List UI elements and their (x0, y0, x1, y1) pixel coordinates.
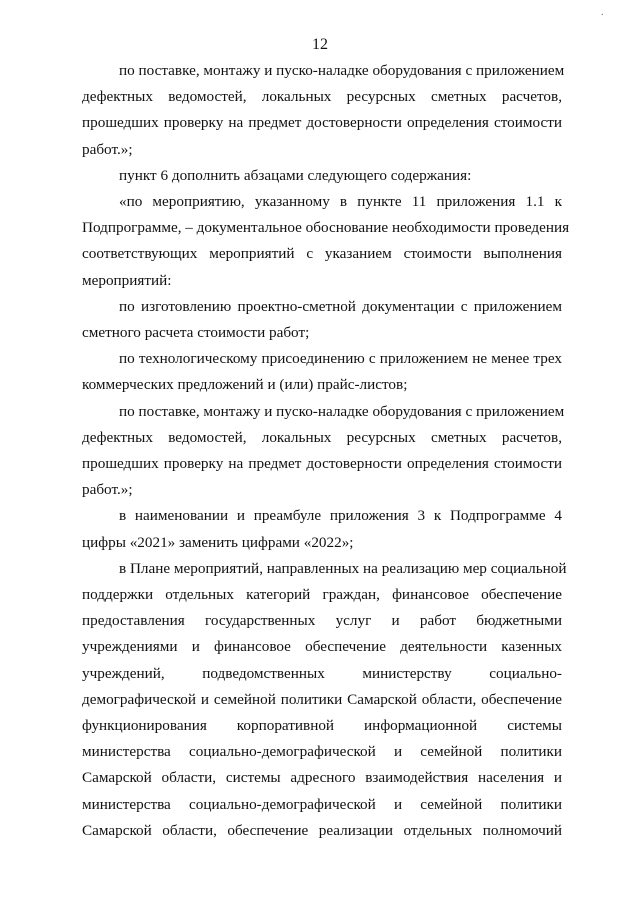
text-line: Самарской области, обеспечение реализации отдельных полномочий (82, 821, 562, 839)
paragraph-4 (82, 294, 562, 346)
paragraph-6 (82, 399, 565, 504)
paragraph-7 (82, 503, 562, 555)
text-line: Подпрограмме, – документальное обоснование необходимости проведения (82, 219, 570, 237)
text-line: министерства социально-демографической и семейной политики (82, 743, 562, 761)
text-line: предоставления государственных услуг и работ бюджетными (82, 612, 562, 630)
paragraph-3 (82, 189, 570, 294)
text-line: цифры «2021» заменить цифрами «2022»; (82, 533, 354, 551)
text-line: мероприятий: (82, 271, 172, 289)
text-line: сметного расчета стоимости работ; (82, 324, 310, 342)
text-line: работ.»; (82, 481, 133, 499)
text-line: прошедших проверку на предмет достоверности определения стоимости (82, 114, 562, 132)
text-line: учреждениями и финансовое обеспечение деятельности казенных (82, 638, 562, 656)
text-line: дефектных ведомостей, локальных ресурсных сметных расчетов, (82, 428, 562, 446)
text-line: по технологическому присоединению с приложением не менее трех (119, 350, 562, 368)
text-line: Самарской области, системы адресного взаимодействия населения и (82, 769, 562, 787)
text-line: в наименовании и преамбуле приложения 3 к Подпрограмме 4 (119, 507, 562, 525)
paragraph-8 (82, 556, 567, 844)
text-line: демографической и семейной политики Самарской области, обеспечение (82, 690, 562, 708)
page-number: 12 (312, 36, 328, 53)
text-line: соответствующих мероприятий с указанием стоимости выполнения (82, 245, 562, 263)
text-line: коммерческих предложений и (или) прайс-листов; (82, 376, 408, 394)
text-line: по поставке, монтажу и пуско-наладке оборудования с приложением (119, 402, 565, 420)
text-line: дефектных ведомостей, локальных ресурсных сметных расчетов, (82, 88, 562, 106)
text-line: функционирования корпоративной информационной системы (82, 717, 562, 735)
paragraph-1 (82, 58, 565, 163)
text-line: пункт 6 дополнить абзацами следующего содержания: (119, 166, 472, 184)
text-line: поддержки отдельных категорий граждан, финансовое обеспечение (82, 586, 562, 604)
text-line: «по мероприятию, указанному в пункте 11 приложения 1.1 к (119, 193, 562, 211)
paragraph-2 (82, 163, 562, 189)
text-line: работ.»; (82, 140, 133, 158)
text-line: учреждений, подведомственных министерству социально- (82, 664, 562, 682)
paragraph-5 (82, 346, 562, 398)
text-line: в Плане мероприятий, направленных на реализацию мер социальной (119, 559, 567, 577)
text-line: прошедших проверку на предмет достоверности определения стоимости (82, 455, 562, 473)
text-line: министерства социально-демографической и семейной политики (82, 795, 562, 813)
text-line: по изготовлению проектно-сметной документации с приложением (119, 297, 562, 315)
document-body (82, 58, 570, 844)
text-line: по поставке, монтажу и пуско-наладке оборудования с приложением (119, 62, 565, 79)
corner-mark: · (600, 10, 604, 21)
